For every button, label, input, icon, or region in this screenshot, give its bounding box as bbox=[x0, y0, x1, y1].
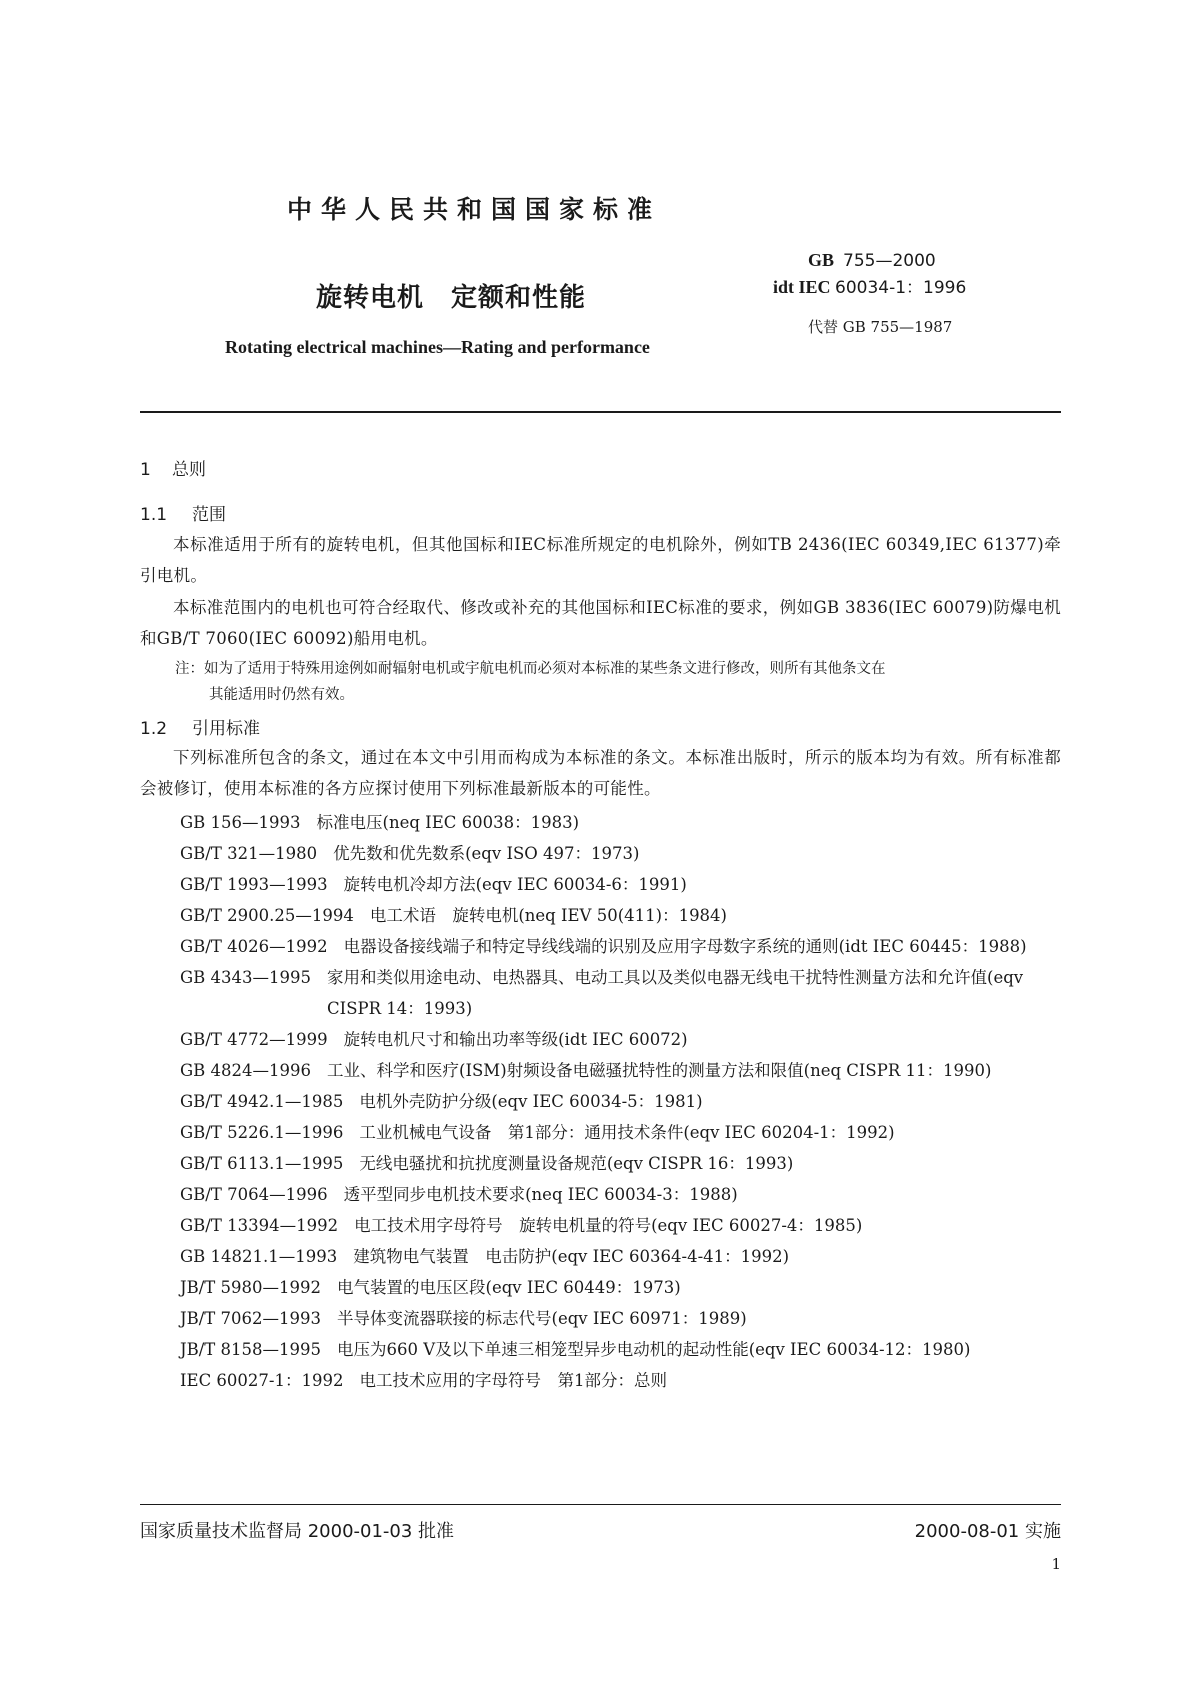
section-1-1-number: 1.1 bbox=[140, 505, 168, 525]
page-number: 1 bbox=[1051, 1555, 1061, 1573]
reference-title: 电压为660 V及以下单速三相笼型异步电动机的起动性能(eqv IEC 60034-12：1980) bbox=[337, 1340, 971, 1359]
reference-code: GB/T 7064—1996 bbox=[180, 1185, 328, 1204]
reference-code: GB 14821.1—1993 bbox=[180, 1247, 338, 1266]
scope-note-line-1: 注：如为了适用于特殊用途例如耐辐射电机或宇航电机而必须对本标准的某些条文进行修改，则所有其他条文在 bbox=[175, 661, 886, 677]
reference-title: 电工术语 旋转电机(neq IEV 50(411)：1984) bbox=[369, 906, 727, 925]
approval-info: 国家质量技术监督局 2000-01-03 批准 bbox=[140, 1521, 455, 1542]
reference-code: GB/T 13394—1992 bbox=[180, 1216, 339, 1235]
reference-item bbox=[180, 1055, 1061, 1086]
section-1-1-title: 范围 bbox=[192, 505, 226, 525]
reference-code: IEC 60027-1：1992 bbox=[180, 1371, 344, 1390]
reference-item bbox=[180, 1179, 1061, 1210]
reference-code: GB/T 1993—1993 bbox=[180, 875, 328, 894]
scope-note bbox=[175, 656, 1061, 708]
reference-code: GB/T 4942.1—1985 bbox=[180, 1092, 344, 1111]
reference-title: 透平型同步电机技术要求(neq IEC 60034-3：1988) bbox=[343, 1185, 738, 1204]
idt-number-value: 60034-1：1996 bbox=[835, 278, 967, 298]
footer-divider bbox=[140, 1504, 1061, 1505]
section-1-2-heading bbox=[140, 714, 260, 739]
reference-title: 工业机械电气设备 第1部分：通用技术条件(eqv IEC 60204-1：1992) bbox=[359, 1123, 895, 1142]
reference-item bbox=[180, 1086, 1061, 1117]
section-1-number: 1 bbox=[140, 460, 151, 480]
reference-code: GB 4824—1996 bbox=[180, 1061, 312, 1080]
reference-title: 建筑物电气装置 电击防护(eqv IEC 60364-4-41：1992) bbox=[353, 1247, 790, 1266]
reference-code: GB/T 5226.1—1996 bbox=[180, 1123, 344, 1142]
section-1-title: 总则 bbox=[172, 460, 206, 480]
reference-item bbox=[180, 807, 1061, 838]
reference-item bbox=[180, 1241, 1061, 1272]
reference-item bbox=[180, 1303, 1061, 1334]
reference-title: 电机外壳防护分级(eqv IEC 60034-5：1981) bbox=[359, 1092, 703, 1111]
reference-title: 旋转电机冷却方法(eqv IEC 60034-6：1991) bbox=[343, 875, 687, 894]
standard-number-value: 755—2000 bbox=[843, 251, 936, 271]
reference-code: GB/T 2900.25—1994 bbox=[180, 906, 354, 925]
reference-title: 电工技术应用的字母符号 第1部分：总则 bbox=[359, 1371, 667, 1390]
reference-title: 优先数和优先数系(eqv ISO 497：1973) bbox=[333, 844, 640, 863]
scope-paragraph-2: 本标准范围内的电机也可符合经取代、修改或补充的其他国标和IEC标准的要求，例如GB 3836(IEC 60079)防爆电机和GB/T 7060(IEC 60092)船用电机。 bbox=[140, 598, 1061, 648]
reference-title: 电气装置的电压区段(eqv IEC 60449：1973) bbox=[337, 1278, 681, 1297]
reference-code: GB/T 4772—1999 bbox=[180, 1030, 328, 1049]
reference-item bbox=[180, 1210, 1061, 1241]
reference-item bbox=[180, 962, 1061, 1024]
section-1-2-number: 1.2 bbox=[140, 719, 168, 739]
reference-code: GB 156—1993 bbox=[180, 813, 301, 832]
scope-paragraph-1: 本标准适用于所有的旋转电机，但其他国标和IEC标准所规定的电机除外，例如TB 2436(IEC 60349,IEC 61377)牵引电机。 bbox=[140, 535, 1061, 585]
standard-title-cn: 旋转电机 定额和性能 bbox=[316, 283, 587, 313]
reference-item bbox=[180, 931, 1061, 962]
section-1-heading bbox=[140, 455, 206, 480]
reference-code: JB/T 7062—1993 bbox=[180, 1309, 322, 1328]
reference-title: 无线电骚扰和抗扰度测量设备规范(eqv CISPR 16：1993) bbox=[359, 1154, 794, 1173]
reference-title: 家用和类似用途电动、电热器具、电动工具以及类似电器无线电干扰特性测量方法和允许值(eqv CISPR 14：1993) bbox=[327, 968, 1024, 1018]
idt-prefix: idt IEC bbox=[773, 277, 831, 297]
reference-title: 电器设备接线端子和特定导线线端的识别及应用字母数字系统的通则(idt IEC 60445：1988) bbox=[343, 937, 1027, 956]
standard-title-en: Rotating electrical machines—Rating and performance bbox=[225, 337, 650, 357]
standard-number bbox=[808, 250, 936, 271]
reference-item bbox=[180, 838, 1061, 869]
reference-code: GB/T 6113.1—1995 bbox=[180, 1154, 344, 1173]
reference-item bbox=[180, 900, 1061, 931]
reference-item bbox=[180, 869, 1061, 900]
reference-item bbox=[180, 1024, 1061, 1055]
reference-item bbox=[180, 1117, 1061, 1148]
reference-list bbox=[180, 807, 1061, 1396]
reference-title: 旋转电机尺寸和输出功率等级(idt IEC 60072) bbox=[343, 1030, 688, 1049]
reference-code: GB 4343—1995 bbox=[180, 968, 312, 987]
idt-standard bbox=[773, 273, 966, 298]
standard-prefix: GB bbox=[808, 250, 835, 270]
reference-item bbox=[180, 1365, 1061, 1396]
section-1-2-title: 引用标准 bbox=[192, 719, 260, 739]
reference-item bbox=[180, 1334, 1061, 1365]
reference-item bbox=[180, 1148, 1061, 1179]
reference-title: 工业、科学和医疗(ISM)射频设备电磁骚扰特性的测量方法和限值(neq CISPR 11：1990) bbox=[327, 1061, 992, 1080]
reference-code: GB/T 4026—1992 bbox=[180, 937, 328, 956]
references-paragraph: 下列标准所包含的条文，通过在本文中引用而构成为本标准的条文。本标准出版时，所示的版本均为有效。所有标准都会被修订，使用本标准的各方应探讨使用下列标准最新版本的可能性。 bbox=[140, 748, 1061, 798]
reference-code: JB/T 5980—1992 bbox=[180, 1278, 322, 1297]
national-standard-heading: 中华人民共和国国家标准 bbox=[287, 195, 662, 224]
replaces-standard: 代替 GB 755—1987 bbox=[808, 318, 953, 336]
reference-title: 电工技术用字母符号 旋转电机量的符号(eqv IEC 60027-4：1985) bbox=[354, 1216, 863, 1235]
reference-code: JB/T 8158—1995 bbox=[180, 1340, 322, 1359]
reference-code: GB/T 321—1980 bbox=[180, 844, 318, 863]
reference-title: 半导体变流器联接的标志代号(eqv IEC 60971：1989) bbox=[337, 1309, 747, 1328]
header-divider bbox=[140, 411, 1061, 413]
reference-title: 标准电压(neq IEC 60038：1983) bbox=[316, 813, 580, 832]
implementation-date: 2000-08-01 实施 bbox=[914, 1521, 1061, 1542]
scope-note-line-2: 其能适用时仍然有效。 bbox=[209, 687, 354, 703]
reference-item bbox=[180, 1272, 1061, 1303]
section-1-1-heading bbox=[140, 500, 226, 525]
